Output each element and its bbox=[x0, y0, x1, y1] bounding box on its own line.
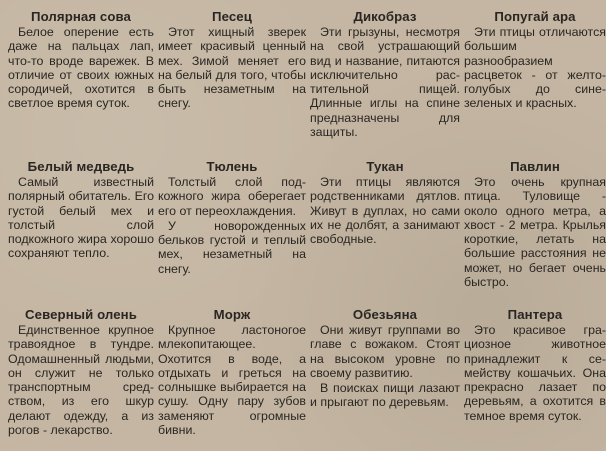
entry-seal bbox=[158, 160, 306, 306]
entry-title: Тюлень bbox=[206, 159, 258, 174]
entry-text: Белое оперение есть даже на пальцах лап, что-то вроде варежек. В отличие от своих южных сородичей, охотится в светлое время суток. bbox=[8, 25, 154, 111]
entry-text: В поисках пищи лазают и прыгают по деревьям. bbox=[310, 381, 460, 410]
entry-porcupine bbox=[310, 10, 460, 158]
entry-toucan bbox=[310, 160, 460, 306]
entry-title: Дикобраз bbox=[353, 9, 417, 24]
entry-macaw bbox=[464, 10, 606, 158]
entry-arctic-fox bbox=[158, 10, 306, 158]
entry-title: Песец bbox=[212, 9, 252, 24]
entry-polar-bear bbox=[8, 160, 154, 306]
entry-title: Тукан bbox=[366, 159, 404, 174]
entry-text: Эти грызуны, несмотря на свой устрашающий вид и название, питаются исключительно растительной пищей. Длинные иглы на спине предназначены для защиты. bbox=[310, 25, 460, 140]
entry-walrus bbox=[158, 308, 306, 448]
entry-text: Единственное крупное травоядное в тундре. Одомашненный людьми, он служит не только транспортным средством, из его шкур делают одежду, а из рогов - лекарство. bbox=[8, 323, 154, 438]
entry-text: Они живут группами во главе с вожаком. Стоят на высоком уровне по своему развитию. bbox=[310, 323, 460, 380]
entry-text: Крупное ластоногое млекопитающее. Охотится в воде, а отдыхать и греться на солнышке выбирается на сушу. Одну пару зубов заменяют огромные бивни. bbox=[158, 323, 306, 438]
entry-reindeer bbox=[8, 308, 154, 448]
entry-text: Этот хищный зверек имеет красивый ценный мех. Зимой меняет его на белый для того, чтобы быть незаметным на снегу. bbox=[158, 25, 306, 111]
entry-title: Белый медведь bbox=[27, 159, 135, 174]
entry-snowy-owl bbox=[8, 10, 154, 158]
entry-text: Самый известный полярный обитатель. Его густой белый мех и толстый слой подкожного жира хорошо сохраняют тепло. bbox=[8, 175, 154, 261]
entry-peacock bbox=[464, 160, 606, 306]
entry-title: Северный олень bbox=[25, 307, 137, 322]
entry-title: Попугай ара bbox=[494, 9, 576, 24]
entry-title: Пантера bbox=[507, 307, 563, 322]
entry-title: Полярная сова bbox=[31, 9, 131, 24]
entry-text: Это красивое грациозное животное принадлежит к семейству кошачьих. Она прекрасно лазает по деревьям, а охотится в темное время суток. bbox=[464, 323, 606, 423]
entry-text: У новорожденных бельков густой и теплый мех, незаметный на снегу. bbox=[158, 218, 306, 276]
entry-title: Морж bbox=[213, 307, 251, 322]
entry-panther bbox=[464, 308, 606, 448]
entry-text: Это очень крупная птица. Туловище - около одного метра, а хвост - 2 метра. Крылья короткие, летать на большие расстояния не может, но бегает очень быстро. bbox=[464, 175, 606, 290]
entry-title: Павлин bbox=[510, 159, 560, 174]
entry-text: Эти птицы отличаются большим разнообразием расцветок - от желто-голубых до сине-зеленых и красных. bbox=[464, 25, 606, 111]
entry-text: Эти птицы являются родственниками дятлов. Живут в дуплах, но сами их не долбят, а занимают свободные. bbox=[310, 175, 460, 247]
entry-title: Обезьяна bbox=[352, 307, 418, 322]
entry-monkey bbox=[310, 308, 460, 448]
entry-text: Толстый слой подкожного жира оберегает его от переохлаждения. bbox=[158, 175, 306, 218]
